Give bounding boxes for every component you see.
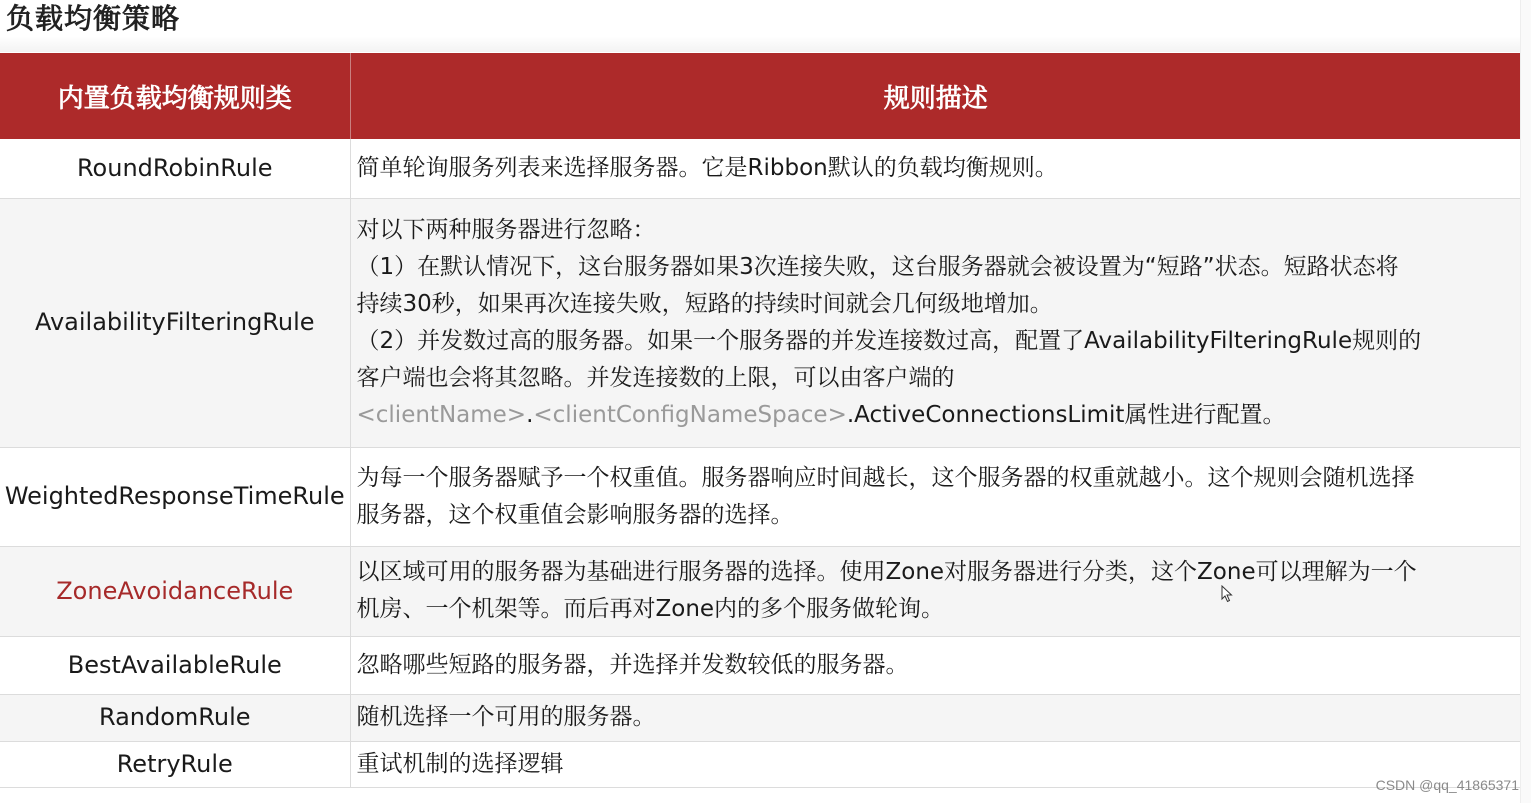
- description-line: 服务器，这个权重值会影响服务器的选择。: [356, 501, 794, 528]
- rule-name: WeightedResponseTimeRule: [0, 447, 350, 546]
- description-line: （1）在默认情况下，这台服务器如果3次连接失败，这台服务器就会被设置为“短路”状态。短路状态将: [356, 253, 1399, 280]
- rule-description: [350, 198, 1521, 447]
- description-line: 机房、一个机架等。而后再对Zone内的多个服务做轮询。: [356, 596, 945, 622]
- description-line: 为每一个服务器赋予一个权重值。服务器响应时间越长，这个服务器的权重就越小。这个规则会随机选择: [356, 464, 1415, 491]
- table-row: [0, 139, 1521, 198]
- rule-name: BestAvailableRule: [0, 636, 350, 694]
- header-rule-description: 规则描述: [350, 53, 1521, 139]
- description-line: 客户端也会将其忽略。并发连接数的上限，可以由客户端的: [356, 364, 955, 391]
- rule-name-link[interactable]: ZoneAvoidanceRule: [0, 546, 350, 636]
- client-name-code: <clientName>: [356, 401, 527, 428]
- table-row: [0, 447, 1521, 546]
- rule-name: RetryRule: [0, 741, 350, 787]
- table-row: [0, 636, 1521, 694]
- title-bar: [0, 0, 1531, 52]
- rule-description: [350, 139, 1521, 198]
- table-header-row: [0, 53, 1521, 139]
- table-row: [0, 198, 1521, 447]
- scrollbar-track[interactable]: [1520, 0, 1531, 803]
- description-line: 随机选择一个可用的服务器。: [356, 704, 656, 730]
- description-line: （2）并发数过高的服务器。如果一个服务器的并发连接数过高，配置了AvailabilityFilteringRule规则的: [356, 327, 1422, 354]
- rule-name: RandomRule: [0, 694, 350, 741]
- rule-name: RoundRobinRule: [0, 139, 350, 198]
- rule-description: [350, 741, 1521, 787]
- csdn-watermark: CSDN @qq_41865371: [1375, 777, 1519, 793]
- rule-description: [350, 694, 1521, 741]
- rules-table: [0, 53, 1522, 788]
- rule-name: AvailabilityFilteringRule: [0, 198, 350, 447]
- rule-description: [350, 636, 1521, 694]
- description-line: 简单轮询服务列表来选择服务器。它是Ribbon默认的负载均衡规则。: [356, 154, 1058, 181]
- rule-description: [350, 447, 1521, 546]
- page-title: 负载均衡策略: [6, 2, 181, 35]
- table-row: [0, 741, 1521, 787]
- description-line: 忽略哪些短路的服务器，并选择并发数较低的服务器。: [356, 651, 909, 678]
- description-line: 对以下两种服务器进行忽略：: [356, 216, 656, 243]
- description-line: 以区域可用的服务器为基础进行服务器的选择。使用Zone对服务器进行分类，这个Zone可以理解为一个: [356, 559, 1417, 585]
- table-row: [0, 694, 1521, 741]
- header-rule-class: 内置负载均衡规则类: [0, 53, 350, 139]
- client-config-namespace-code: <clientConfigNameSpace>: [533, 401, 847, 428]
- mouse-cursor-icon: [1221, 585, 1233, 603]
- description-line: 重试机制的选择逻辑: [356, 750, 564, 777]
- dot-separator: .: [526, 401, 534, 428]
- rule-description: [350, 546, 1521, 636]
- table-row: [0, 546, 1521, 636]
- active-connections-limit-text: .ActiveConnectionsLimit属性进行配置。: [846, 401, 1286, 428]
- description-line: 持续30秒，如果再次连接失败，短路的持续时间就会几何级地增加。: [356, 290, 1053, 317]
- description-line: [357, 397, 1513, 434]
